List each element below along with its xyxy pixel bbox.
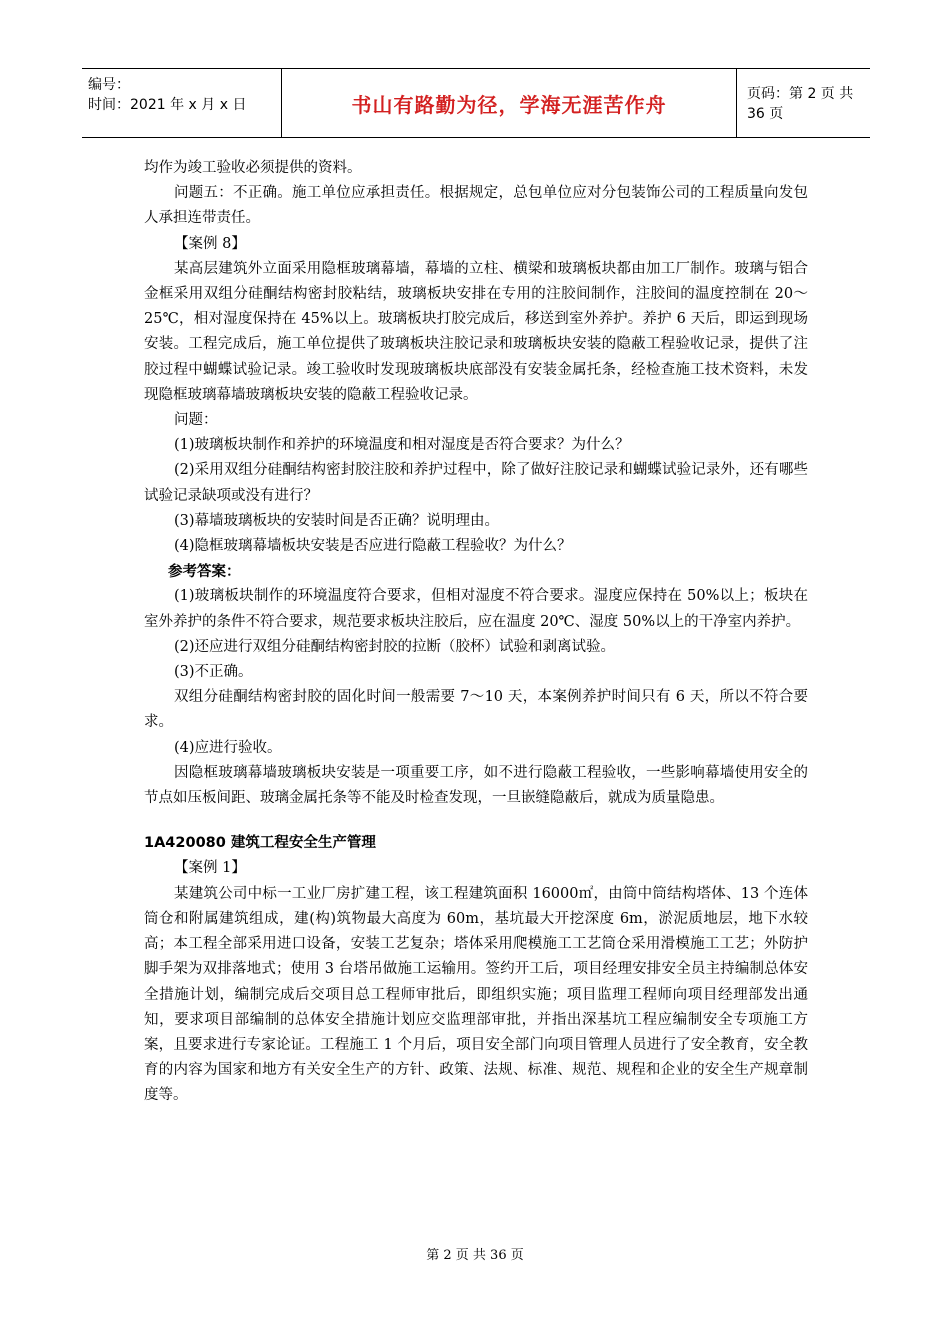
header-date: 时间：2021 年 x 月 x 日: [88, 97, 247, 113]
answer-item: (1)玻璃板块制作的环境温度符合要求，但相对湿度不符合要求。湿度应保持在 50%以上；板块在室外养护的条件不符合要求，规范要求板块注胶后，应在温度 20℃、湿度 50%以上的干净室内养护。: [144, 588, 808, 630]
header-page-info: 页码：第 2 页 共 36 页: [747, 86, 854, 122]
question-item: (1)玻璃板块制作和养护的环境温度和相对湿度是否符合要求？为什么？: [174, 437, 630, 454]
document-body: [144, 156, 808, 1109]
case-heading: 【案例 1】: [174, 860, 246, 877]
header-motto-cell: [282, 69, 737, 137]
answer-item: 双组分硅酮结构密封胶的固化时间一般需要 7～10 天，本案例养护时间只有 6 天，所以不符合要求。: [144, 689, 808, 731]
answer-item: (2)还应进行双组分硅酮结构密封胶的拉断（胶杯）试验和剥离试验。: [174, 638, 616, 655]
paragraph: 某高层建筑外立面采用隐框玻璃幕墙，幕墙的立柱、横梁和玻璃板块都由加工厂制作。玻璃与铝合金框采用双组分硅酮结构密封胶粘结，玻璃板块安排在专用的注胶间制作，注胶间的温度控制在 20～25℃，相对湿度保持在 45%以上。玻璃板块打胶完成后，移送到室外养护。养护 6 天后，即运到现场安装。工程完成后，施工单位提供了玻璃板块注胶记录和玻璃板块安装的隐蔽工程验收记录，提供了注胶过程中蝴蝶试验记录。竣工验收时发现玻璃板块底部没有安装金属托条，经检查施工技术资料，未发现隐框玻璃幕墙玻璃板块安装的隐蔽工程验收记录。: [144, 260, 808, 403]
answer-item: 因隐框玻璃幕墙玻璃板块安装是一项重要工序，如不进行隐蔽工程验收，一些影响幕墙使用安全的节点如压板间距、玻璃金属托条等不能及时检查发现，一旦嵌缝隐蔽后，就成为质量隐患。: [144, 764, 808, 807]
paragraph: 均作为竣工验收必须提供的资料。: [144, 160, 362, 176]
question-item: (4)隐框玻璃幕墙板块安装是否应进行隐蔽工程验收？为什么？: [174, 538, 572, 555]
answer-item: (4)应进行验收。: [174, 739, 282, 756]
section-heading: 1A420080 建筑工程安全生产管理: [144, 835, 376, 852]
answer-label: 参考答案：: [168, 563, 241, 581]
question-label: 问题：: [174, 412, 218, 429]
paragraph: 某建筑公司中标一工业厂房扩建工程，该工程建筑面积 16000㎡，由筒中筒结构塔体、13 个连体筒仓和附属建筑组成，建(构)筑物最大高度为 60m，基坑最大开挖深度 6m，淤泥质地层，地下水较高；本工程全部采用进口设备，安装工艺复杂；塔体采用爬模施工工艺筒仓采用滑模施工工艺；外防护脚手架为双排落地式；使用 3 台塔吊做施工运输用。签约开工后，项目经理安排安全员主持编制总体安全措施计划，编制完成后交项目总工程师审批后，即组织实施；项目监理工程师向项目经理部发出通知，要求项目部编制的总体安全措施计划应交监理部审批，并指出深基坑工程应编制安全专项施工方案，且要求进行专家论证。工程施工 1 个月后，项目安全部门向项目管理人员进行了安全教育，安全教育的内容为国家和地方有关安全生产的方针、政策、法规、标准、规范、规程和企业的安全生产规章制度等。: [144, 885, 808, 1104]
answer-item: (3)不正确。: [174, 664, 253, 681]
header-motto: 书山有路勤为径，学海无涯苦作舟: [351, 92, 667, 117]
question-item: (3)幕墙玻璃板块的安装时间是否正确？说明理由。: [174, 512, 500, 529]
case-heading: 【案例 8】: [174, 235, 246, 252]
page-header: [82, 68, 870, 138]
header-meta: [82, 69, 282, 137]
paragraph: 问题五：不正确。施工单位应承担责任。根据规定，总包单位应对分包装饰公司的工程质量向发包人承担连带责任。: [144, 185, 808, 227]
header-code-label: 编号：: [88, 77, 130, 93]
page-footer: 第 2 页 共 36 页: [426, 1248, 524, 1263]
question-item: (2)采用双组分硅酮结构密封胶注胶和养护过程中，除了做好注胶记录和蝴蝶试验记录外，还有哪些试验记录缺项或没有进行？: [144, 462, 808, 504]
